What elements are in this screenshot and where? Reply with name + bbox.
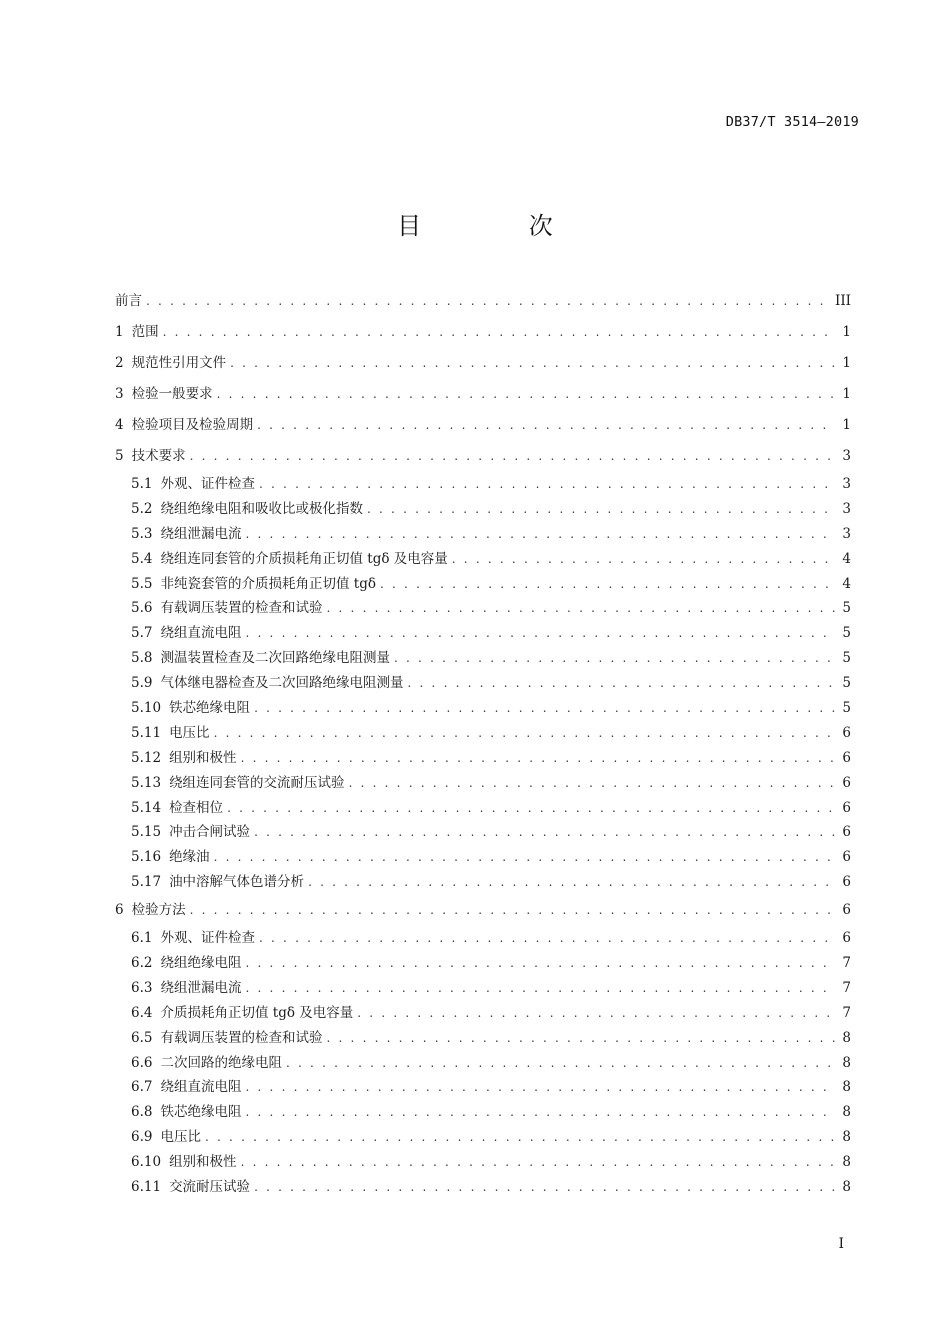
dot-leader bbox=[452, 547, 835, 572]
toc-entry-page: 1 bbox=[842, 386, 851, 402]
toc-entry-number: 5.9 bbox=[131, 675, 153, 692]
toc-entry-text: 外观、证件检查 bbox=[160, 476, 255, 492]
dot-leader bbox=[259, 472, 835, 497]
toc-entry-text: 二次回路的绝缘电阻 bbox=[160, 1054, 282, 1071]
toc-entry-text: 前言 bbox=[115, 293, 142, 309]
toc-entry-number: 6.3 bbox=[131, 979, 153, 996]
toc-entry-page: 6 bbox=[842, 874, 851, 891]
dot-leader bbox=[214, 845, 835, 870]
page-title: 目 次 bbox=[397, 212, 603, 240]
toc-entry-label bbox=[131, 1075, 241, 1100]
toc-entry-label bbox=[115, 286, 142, 317]
toc-entry-label bbox=[115, 410, 253, 441]
toc-entry-page: 8 bbox=[842, 1054, 851, 1071]
toc-entry[interactable] bbox=[115, 895, 851, 926]
dot-leader bbox=[349, 771, 835, 796]
toc-entry[interactable] bbox=[115, 870, 851, 895]
toc-entry-number: 5.6 bbox=[131, 600, 153, 617]
dot-leader bbox=[326, 1026, 835, 1051]
toc-entry-page: 3 bbox=[842, 525, 851, 542]
toc-entry-page: 8 bbox=[842, 1154, 851, 1171]
toc-entry-text: 油中溶解气体色谱分析 bbox=[169, 874, 305, 891]
toc-entry-page: 7 bbox=[842, 979, 851, 996]
toc-entry-text: 冲击合闸试验 bbox=[169, 824, 251, 841]
toc-entry-label bbox=[131, 646, 390, 671]
toc-entry-number: 6.2 bbox=[131, 955, 153, 972]
toc-entry-number: 6.8 bbox=[131, 1104, 153, 1121]
toc-entry-page: 7 bbox=[842, 1004, 851, 1021]
toc-entry-label bbox=[131, 820, 250, 845]
toc-entry[interactable] bbox=[115, 671, 851, 696]
toc-entry[interactable] bbox=[115, 522, 851, 547]
dot-leader bbox=[245, 1075, 835, 1100]
toc-entry-page: 3 bbox=[842, 448, 851, 464]
toc-entry-number: 2 bbox=[115, 355, 124, 371]
dot-leader bbox=[245, 621, 835, 646]
toc-entry-text: 组别和极性 bbox=[169, 1154, 237, 1171]
toc-entry-label bbox=[131, 926, 255, 951]
toc-entry-label bbox=[115, 379, 213, 410]
toc-entry-number: 5.11 bbox=[131, 724, 162, 741]
toc-entry-label bbox=[131, 1100, 241, 1125]
toc-entry[interactable] bbox=[115, 441, 851, 472]
toc-entry[interactable] bbox=[115, 820, 851, 845]
dot-leader bbox=[254, 820, 835, 845]
toc-entry[interactable] bbox=[115, 746, 851, 771]
toc-entry[interactable] bbox=[115, 646, 851, 671]
toc-entry-number: 6.6 bbox=[131, 1054, 153, 1071]
toc-entry-text: 检验项目及检验周期 bbox=[131, 417, 254, 433]
toc-entry-text: 电压比 bbox=[169, 724, 210, 741]
document-code: DB37/T 3514—2019 bbox=[725, 114, 859, 130]
toc-entry[interactable] bbox=[115, 796, 851, 821]
toc-entry-page: 7 bbox=[842, 955, 851, 972]
toc-entry-text: 规范性引用文件 bbox=[131, 355, 227, 371]
toc-entry-text: 有载调压装置的检查和试验 bbox=[160, 1029, 323, 1046]
toc-entry-page: 6 bbox=[842, 749, 851, 766]
toc-entry-text: 绕组直流电阻 bbox=[160, 625, 242, 642]
toc-entry-number: 5.13 bbox=[131, 774, 162, 791]
toc-entry[interactable] bbox=[115, 497, 851, 522]
toc-entry-label bbox=[131, 621, 241, 646]
dot-leader bbox=[259, 926, 835, 951]
toc-entry-number: 3 bbox=[115, 386, 124, 402]
toc-entry-page: 3 bbox=[842, 476, 851, 492]
toc-entry[interactable] bbox=[115, 621, 851, 646]
toc-entry-text: 绝缘油 bbox=[169, 849, 210, 866]
toc-entry-text: 检查相位 bbox=[169, 799, 224, 816]
toc-entry[interactable] bbox=[115, 926, 851, 951]
dot-leader bbox=[245, 976, 835, 1001]
toc-entry-page: 5 bbox=[842, 625, 851, 642]
toc-entry[interactable] bbox=[115, 596, 851, 621]
toc-entry-number: 5.5 bbox=[131, 575, 153, 592]
toc-entry-page: 6 bbox=[842, 799, 851, 816]
toc-entry-label bbox=[131, 1125, 201, 1150]
toc-entry-label bbox=[131, 547, 448, 572]
toc-entry-number: 1 bbox=[115, 324, 124, 340]
toc-entry-number: 6.10 bbox=[131, 1154, 162, 1171]
toc-entry[interactable] bbox=[115, 547, 851, 572]
toc-entry[interactable] bbox=[115, 472, 851, 497]
toc-entry-text: 检验一般要求 bbox=[131, 386, 213, 402]
dot-leader bbox=[146, 286, 829, 317]
toc-entry-page: 6 bbox=[842, 774, 851, 791]
toc-entry-page: 5 bbox=[842, 675, 851, 692]
dot-leader bbox=[245, 522, 835, 547]
dot-leader bbox=[254, 1175, 835, 1200]
toc-entry-number: 5.4 bbox=[131, 550, 153, 567]
toc-entry-text: 绕组连同套管的介质损耗角正切值 tgδ 及电容量 bbox=[160, 550, 448, 567]
toc-entry-label bbox=[131, 522, 241, 547]
toc-entry-label bbox=[131, 771, 345, 796]
toc-entry-label bbox=[115, 317, 159, 348]
toc-entry-text: 测温装置检查及二次回路绝缘电阻测量 bbox=[160, 650, 390, 667]
toc-entry-page: 1 bbox=[842, 324, 851, 340]
toc-entry-text: 绕组泄漏电流 bbox=[160, 525, 242, 542]
dot-leader bbox=[326, 596, 835, 621]
toc-entry-page: 6 bbox=[842, 849, 851, 866]
toc-entry-label bbox=[131, 870, 304, 895]
toc-entry[interactable] bbox=[115, 976, 851, 1001]
toc-entry-label bbox=[115, 895, 186, 926]
toc-entry-text: 外观、证件检查 bbox=[160, 930, 255, 947]
toc-entry-page: 8 bbox=[842, 1079, 851, 1096]
toc-entry-label bbox=[131, 497, 363, 522]
toc-entry-number: 5.15 bbox=[131, 824, 162, 841]
toc-entry-text: 组别和极性 bbox=[169, 749, 237, 766]
toc-entry[interactable] bbox=[115, 951, 851, 976]
toc-entry[interactable] bbox=[115, 1125, 851, 1150]
toc-entry-number: 5.1 bbox=[131, 476, 153, 492]
toc-entry-label bbox=[131, 1150, 237, 1175]
dot-leader bbox=[380, 572, 835, 597]
toc-entry-text: 绕组泄漏电流 bbox=[160, 979, 242, 996]
toc-entry-page: 3 bbox=[842, 500, 851, 517]
toc-entry-label bbox=[131, 671, 403, 696]
dot-leader bbox=[357, 1001, 835, 1026]
toc-entry-number: 6 bbox=[115, 902, 124, 919]
toc-entry-label bbox=[131, 596, 322, 621]
toc-entry-page: III bbox=[835, 293, 851, 309]
dot-leader bbox=[205, 1125, 835, 1150]
toc-entry[interactable] bbox=[115, 1051, 851, 1076]
dot-leader bbox=[214, 721, 835, 746]
toc-entry-label bbox=[115, 441, 186, 472]
toc-entry-page: 6 bbox=[842, 930, 851, 947]
toc-entry[interactable] bbox=[115, 721, 851, 746]
toc-entry-label bbox=[131, 1026, 322, 1051]
toc-entry-text: 介质损耗角正切值 tgδ 及电容量 bbox=[160, 1004, 354, 1021]
toc-entry-text: 有载调压装置的检查和试验 bbox=[160, 600, 323, 617]
toc-entry[interactable] bbox=[115, 572, 851, 597]
toc-entry-page: 8 bbox=[842, 1179, 851, 1196]
toc-entry-label bbox=[131, 1001, 353, 1026]
dot-leader bbox=[254, 696, 835, 721]
dot-leader bbox=[230, 348, 835, 379]
dot-leader bbox=[227, 796, 835, 821]
toc-entry-label bbox=[131, 796, 223, 821]
toc-entry-page: 5 bbox=[842, 650, 851, 667]
dot-leader bbox=[394, 646, 835, 671]
toc-entry-text: 电压比 bbox=[160, 1129, 201, 1146]
toc-entry-number: 5.12 bbox=[131, 749, 162, 766]
dot-leader bbox=[217, 379, 835, 410]
toc-entry-page: 5 bbox=[842, 700, 851, 717]
toc-entry-page: 4 bbox=[842, 575, 851, 592]
toc-entry-page: 6 bbox=[842, 902, 851, 919]
toc-entry-number: 4 bbox=[115, 417, 124, 433]
toc-entry-label bbox=[131, 746, 237, 771]
toc-entry-number: 6.7 bbox=[131, 1079, 153, 1096]
dot-leader bbox=[241, 746, 835, 771]
toc-entry-label bbox=[131, 951, 241, 976]
toc-entry[interactable] bbox=[115, 1175, 851, 1200]
toc-entry-page: 6 bbox=[842, 724, 851, 741]
dot-leader bbox=[308, 870, 835, 895]
toc-entry-page: 8 bbox=[842, 1129, 851, 1146]
toc-entry-text: 交流耐压试验 bbox=[169, 1179, 251, 1196]
toc-entry-number: 5.3 bbox=[131, 525, 153, 542]
toc-entry-number: 5.7 bbox=[131, 625, 153, 642]
dot-leader bbox=[190, 895, 835, 926]
dot-leader bbox=[245, 1100, 835, 1125]
toc-entry-number: 5 bbox=[115, 448, 124, 464]
dot-leader bbox=[367, 497, 835, 522]
toc-entry-text: 检验方法 bbox=[131, 902, 186, 919]
toc-entry-page: 1 bbox=[842, 417, 851, 433]
toc-entry[interactable] bbox=[115, 410, 851, 441]
toc-entry-label bbox=[131, 1175, 250, 1200]
toc-entry-number: 6.1 bbox=[131, 930, 153, 947]
toc-entry-text: 范围 bbox=[131, 324, 159, 340]
toc-entry-text: 非纯瓷套管的介质损耗角正切值 tgδ bbox=[160, 575, 376, 592]
toc-entry[interactable] bbox=[115, 1001, 851, 1026]
toc-entry-number: 5.16 bbox=[131, 849, 162, 866]
toc-entry-text: 绕组绝缘电阻和吸收比或极化指数 bbox=[160, 500, 363, 517]
toc-entry-text: 绕组直流电阻 bbox=[160, 1079, 242, 1096]
toc-entry-label bbox=[131, 572, 376, 597]
toc-entry-number: 5.8 bbox=[131, 650, 153, 667]
toc-entry-text: 绕组绝缘电阻 bbox=[160, 955, 242, 972]
toc-entry-number: 5.2 bbox=[131, 500, 153, 517]
toc-entry-label bbox=[131, 976, 241, 1001]
toc-entry-label bbox=[131, 721, 210, 746]
toc-entry[interactable] bbox=[115, 696, 851, 721]
toc-entry-page: 4 bbox=[842, 550, 851, 567]
toc-entry[interactable] bbox=[115, 1150, 851, 1175]
dot-leader bbox=[241, 1150, 835, 1175]
toc-entry-label bbox=[131, 1051, 282, 1076]
toc-entry[interactable] bbox=[115, 1075, 851, 1100]
dot-leader bbox=[190, 441, 835, 472]
toc-entry-text: 技术要求 bbox=[131, 448, 186, 464]
dot-leader bbox=[257, 410, 835, 441]
toc-entry[interactable] bbox=[115, 348, 851, 379]
toc-entry-label bbox=[115, 348, 226, 379]
toc-entry-page: 8 bbox=[842, 1104, 851, 1121]
dot-leader bbox=[163, 317, 835, 348]
table-of-contents bbox=[115, 286, 851, 1200]
dot-leader bbox=[407, 671, 835, 696]
toc-entry[interactable] bbox=[115, 1026, 851, 1051]
toc-entry[interactable] bbox=[115, 317, 851, 348]
toc-entry[interactable] bbox=[115, 771, 851, 796]
toc-entry-page: 5 bbox=[842, 600, 851, 617]
toc-entry-number: 6.5 bbox=[131, 1029, 153, 1046]
toc-entry-number: 6.11 bbox=[131, 1179, 162, 1196]
toc-entry-page: 6 bbox=[842, 824, 851, 841]
toc-entry-page: 8 bbox=[842, 1029, 851, 1046]
toc-entry-number: 6.9 bbox=[131, 1129, 153, 1146]
toc-entry[interactable] bbox=[115, 1100, 851, 1125]
toc-entry-label bbox=[131, 472, 255, 497]
toc-entry[interactable] bbox=[115, 379, 851, 410]
dot-leader bbox=[286, 1051, 835, 1076]
toc-entry-page: 1 bbox=[842, 355, 851, 371]
toc-entry[interactable] bbox=[115, 845, 851, 870]
toc-entry-text: 铁芯绝缘电阻 bbox=[160, 1104, 242, 1121]
toc-entry-number: 5.17 bbox=[131, 874, 162, 891]
toc-entry[interactable] bbox=[115, 286, 851, 317]
toc-entry-number: 5.14 bbox=[131, 799, 162, 816]
toc-entry-number: 6.4 bbox=[131, 1004, 153, 1021]
toc-entry-number: 5.10 bbox=[131, 700, 162, 717]
toc-entry-text: 绕组连同套管的交流耐压试验 bbox=[169, 774, 345, 791]
toc-entry-label bbox=[131, 845, 210, 870]
dot-leader bbox=[245, 951, 835, 976]
toc-entry-label bbox=[131, 696, 250, 721]
toc-entry-text: 气体继电器检查及二次回路绝缘电阻测量 bbox=[160, 675, 404, 692]
page-number: I bbox=[838, 1236, 844, 1252]
toc-entry-text: 铁芯绝缘电阻 bbox=[169, 700, 251, 717]
